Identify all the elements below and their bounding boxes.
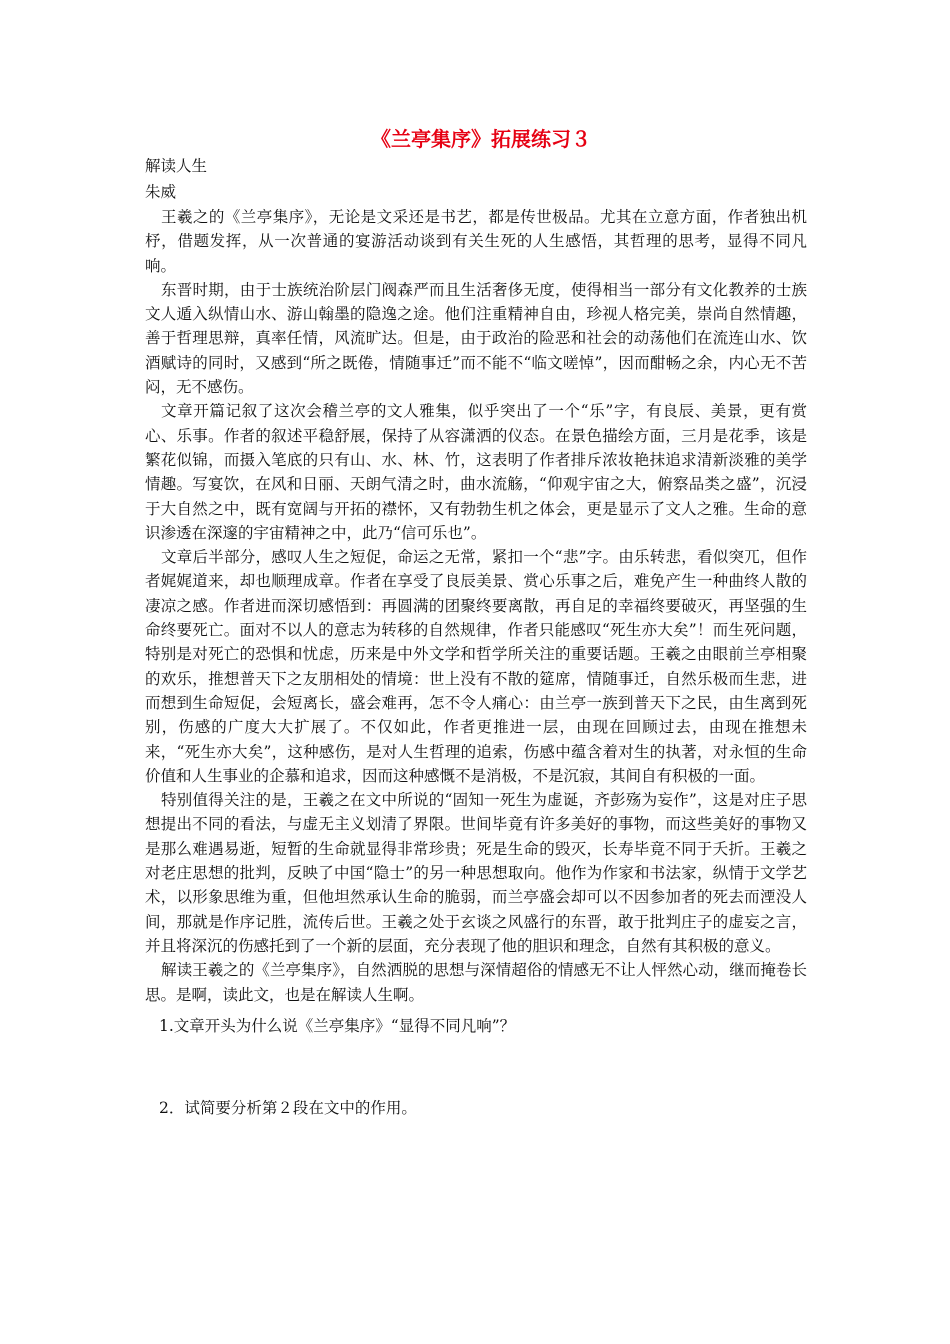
document-title: 《兰亭集序》拓展练习３ [371, 127, 591, 151]
question-2: 2．试简要分析第２段在文中的作用。 [159, 1098, 417, 1117]
article-heading: 解读人生 [145, 157, 208, 175]
paragraph-2: 东晋时期，由于士族统治阶层门阀森严而且生活奢侈无度，使得相当一部分有文化教养的士族文人遁入纵情山水、游山翰墨的隐逸之途。他们注重精神自由，珍视人格完美，崇尚自然情趣，善于哲理思辩，真率任情，风流旷达。但是，由于政治的险恶和社会的动荡他们在流连山水、饮酒赋诗的同时，又感到“所之既倦，情随事迁”而不能不“临文嗟悼”，因而酣畅之余，内心无不苦闷，无不感伤。 [145, 280, 807, 397]
paragraph-5: 特别值得关注的是，王羲之在文中所说的“固知一死生为虚诞，齐彭殇为妄作”，这是对庄子思想提出不同的看法，与虚无主义划清了界限。世间毕竟有许多美好的事物，而这些美好的事物又是那么难遇易逝，短暂的生命就显得非常珍贵；死是生命的毁灭，长寿毕竟不同于夭折。王羲之对老庄思想的批判，反映了中国“隐士”的另一种思想取向。他作为作家和书法家，纵情于文学艺术，以形象思维为重，但他坦然承认生命的脆弱，而兰亭盛会却可以不因参加者的死去而湮没人间，那就是作序记胜，流传后世。王羲之处于玄谈之风盛行的东晋，敢于批判庄子的虚妄之言，并且将深沉的伤感托到了一个新的层面，充分表现了他的胆识和理念，自然有其积极的意义。 [145, 791, 807, 955]
paragraph-1: 王羲之的《兰亭集序》，无论是文采还是书艺，都是传世极品。尤其在立意方面，作者独出机杼，借题发挥，从一次普通的宴游活动谈到有关生死的人生感悟，其哲理的思考，显得不同凡响。 [145, 208, 807, 275]
paragraph-3: 文章开篇记叙了这次会稽兰亭的文人雅集，似乎突出了一个“乐”字，有良辰、美景，更有赏心、乐事。作者的叙述平稳舒展，保持了从容潇洒的仪态。在景色描绘方面，三月是花季，该是繁花似锦，而摄入笔底的只有山、水、林、竹，这表明了作者排斥浓妆艳抹追求清新淡雅的美学情趣。写宴饮，在风和日丽、天朗气清之时，曲水流觞，“仰观宇宙之大，俯察品类之盛”，沉浸于大自然之中，既有宽阔与开拓的襟怀，又有勃勃生机之体会，更是显示了文人之雅。生命的意识渗透在深邃的宇宙精神之中，此乃“信可乐也”。 [145, 402, 807, 542]
article-author: 朱威 [145, 183, 177, 201]
paragraph-4: 文章后半部分，感叹人生之短促，命运之无常，紧扣一个“悲”字。由乐转悲，看似突兀，但作者娓娓道来，却也顺理成章。作者在享受了良辰美景、赏心乐事之后，难免产生一种曲终人散的凄凉之感。作者进而深切感悟到：再圆满的团聚终要离散，再自足的幸福终要破灭，再坚强的生命终要死亡。面对不以人的意志为转移的自然规律，作者只能感叹“死生亦大矣”！而生死问题，特别是对死亡的恐惧和忧虑，历来是中外文学和哲学所关注的重要话题。王羲之由眼前兰亭相聚的欢乐，推想普天下之友朋相处的情境：世上没有不散的筵席，情随事迁，自然乐极而生悲，进而想到生命短促，会短离长，盛会难再，怎不令人痛心：由兰亭一族到普天下之民，由生离到死别，伤感的广度大大扩展了。不仅如此，作者更推进一层，由现在回顾过去，由现在推想未来，“死生亦大矣”，这种感伤，是对人生哲理的追索，伤感中蕴含着对生的执著，对永恒的生命价值和人生事业的企慕和追求，因而这种感慨不是消极，不是沉寂，其间自有积极的一面。 [145, 548, 807, 785]
question-1: 1.文章开头为什么说《兰亭集序》“显得不同凡响”？ [159, 1016, 516, 1035]
document-page [145, 125, 807, 1121]
paragraph-6: 解读王羲之的《兰亭集序》，自然洒脱的思想与深情超俗的情感无不让人怦然心动，继而掩卷长思。是啊，读此文，也是在解读人生啊。 [145, 961, 807, 1004]
